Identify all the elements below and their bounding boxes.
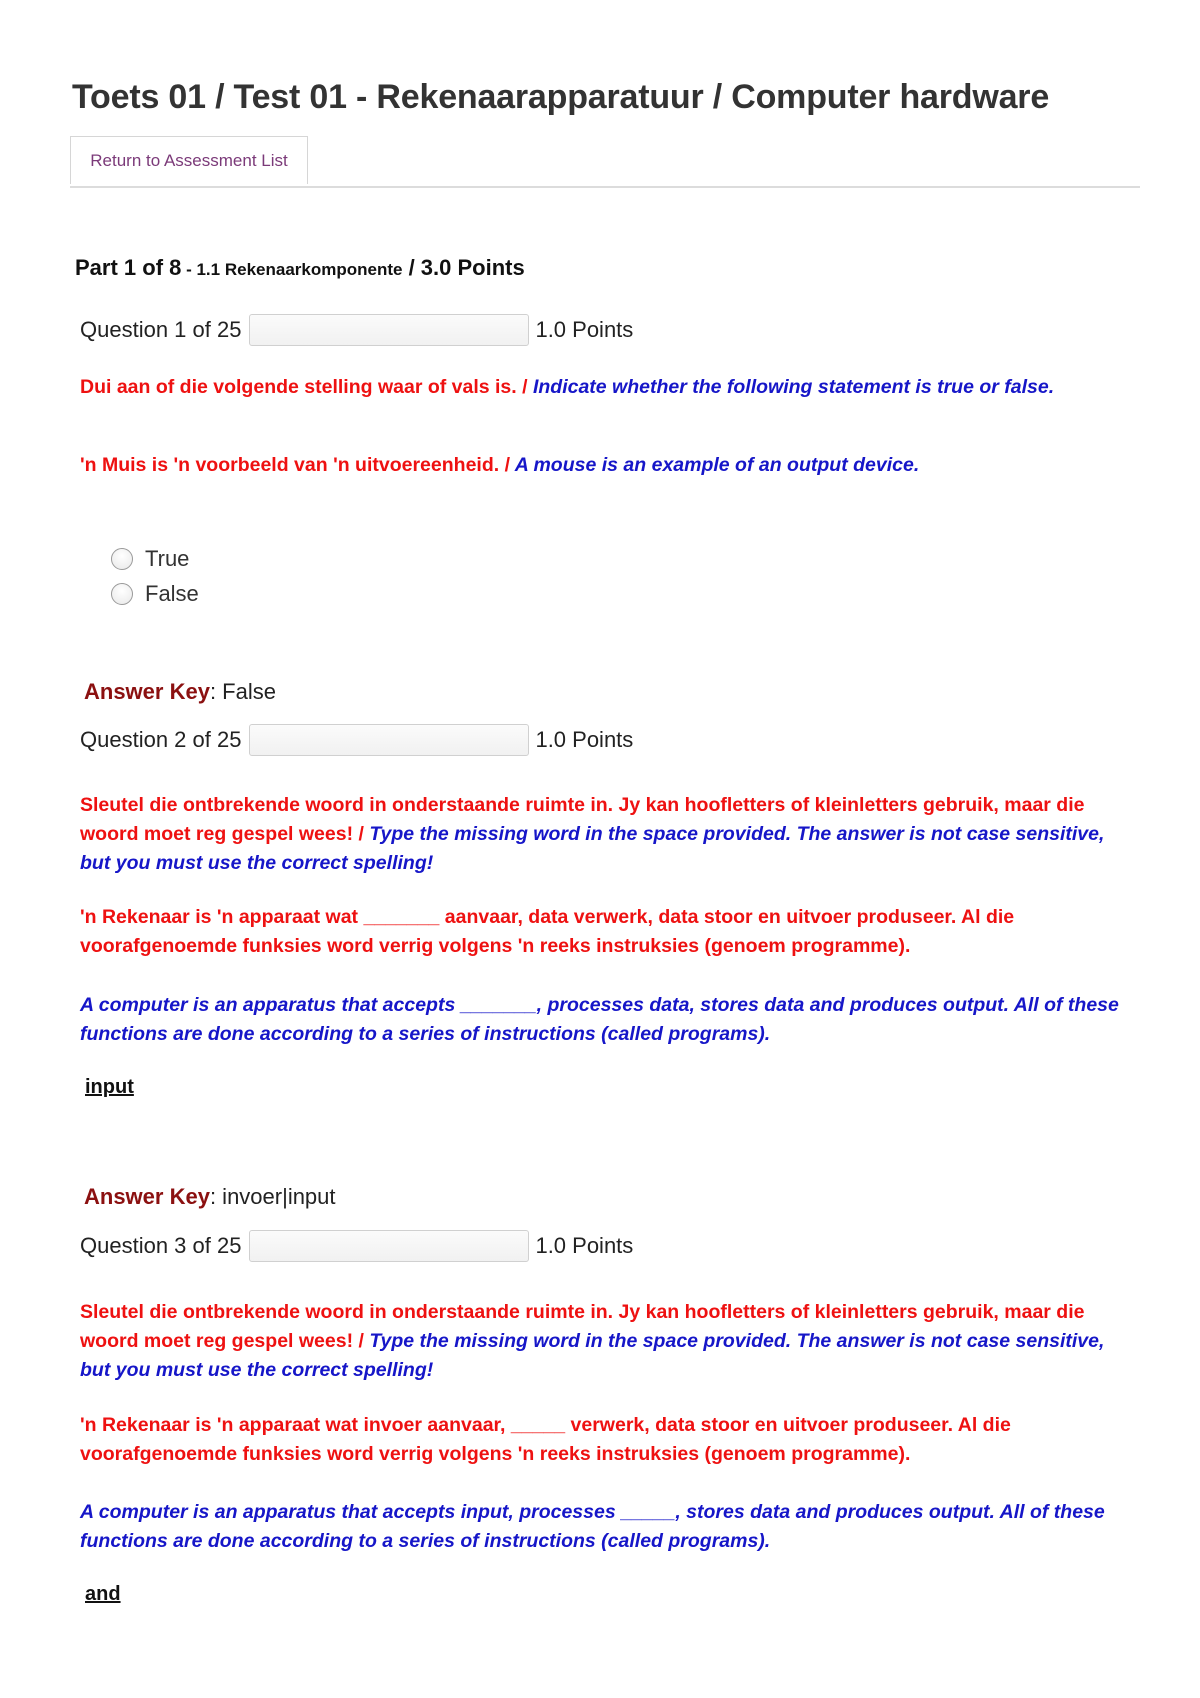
question-1-instruction-en: Indicate whether the following statement is true or false. [527, 376, 1055, 398]
answer-key-value: : False [209, 679, 276, 704]
question-1-answer-key [84, 679, 276, 705]
part-heading [75, 255, 525, 281]
answer-key-label: Answer Key [84, 679, 210, 704]
question-2-instruction-en: Type the missing word in the space provided. The answer is not case sensitive, but you must use the correct spelling! [80, 823, 1105, 874]
question-2-response: input [85, 1076, 134, 1098]
radio-false[interactable] [111, 583, 133, 605]
question-1-instruction-af: Dui aan of die volgende stelling waar of vals is. / [80, 376, 528, 398]
question-3-label: Question 3 of 25 [80, 1233, 242, 1258]
question-1-statement-en: A mouse is an example of an output device. [510, 454, 920, 476]
tab-bar [70, 136, 1140, 188]
answer-key-value: : invoer|input [209, 1184, 336, 1209]
return-to-assessment-list-tab[interactable]: Return to Assessment List [70, 136, 308, 184]
question-2-statement-af: 'n Rekenaar is 'n apparaat wat _______ aanvaar, data verwerk, data stoor en uitvoer produseer. Al die voorafgenoemde funksies word verrig volgens 'n reeks instruksies (genoem programme). [80, 906, 1015, 957]
part-points: / 3.0 Points [402, 255, 525, 280]
question-2-points: 1.0 Points [535, 727, 634, 752]
part-section: - 1.1 Rekenaarkomponente [181, 260, 403, 279]
question-3-statement-en: A computer is an apparatus that accepts input, processes _____, stores data and produces output. All of these functions are done according to a series of instructions (called programs). [80, 1501, 1105, 1552]
question-2-instruction-af: Sleutel die ontbrekende woord in onderstaande ruimte in. Jy kan hoofletters of kleinletters gebruik, maar die woord moet reg gespel wees! / [80, 794, 1085, 845]
option-true[interactable] [111, 546, 189, 572]
question-2-instruction [80, 791, 1130, 878]
question-2-score-box [249, 724, 529, 756]
question-3-instruction [80, 1298, 1130, 1385]
question-1-points: 1.0 Points [535, 317, 634, 342]
question-2-header [80, 724, 633, 756]
answer-key-label: Answer Key [84, 1184, 210, 1209]
question-1-score-box [249, 314, 529, 346]
question-1-instruction [80, 373, 1130, 402]
page-title: Toets 01 / Test 01 - Rekenaarapparatuur / Computer hardware [72, 78, 1050, 116]
option-false-label: False [145, 581, 199, 606]
question-1-statement [80, 451, 1130, 480]
question-1-statement-af: 'n Muis is 'n voorbeeld van 'n uitvoereenheid. / [80, 454, 510, 476]
option-false[interactable] [111, 581, 199, 607]
option-true-label: True [145, 546, 190, 571]
radio-true[interactable] [111, 548, 133, 570]
question-2-statement-en: A computer is an apparatus that accepts _______, processes data, stores data and produces output. All of these functions are done according to a series of instructions (called programs). [80, 994, 1119, 1045]
question-3-statement-af: 'n Rekenaar is 'n apparaat wat invoer aanvaar, _____ verwerk, data stoor en uitvoer produseer. Al die voorafgenoemde funksies word verrig volgens 'n reeks instruksies (genoem programme). [80, 1414, 1011, 1465]
question-3-score-box [249, 1230, 529, 1262]
question-2-label: Question 2 of 25 [80, 727, 242, 752]
question-3-response: and [85, 1583, 121, 1605]
question-2-answer-key [84, 1184, 336, 1210]
part-label: Part 1 of 8 [75, 255, 182, 280]
question-1-header [80, 314, 633, 346]
question-3-instruction-en: Type the missing word in the space provided. The answer is not case sensitive, but you must use the correct spelling! [80, 1330, 1105, 1381]
question-3-points: 1.0 Points [535, 1233, 634, 1258]
question-3-instruction-af: Sleutel die ontbrekende woord in onderstaande ruimte in. Jy kan hoofletters of kleinletters gebruik, maar die woord moet reg gespel wees! / [80, 1301, 1085, 1352]
question-3-header [80, 1230, 633, 1262]
question-1-label: Question 1 of 25 [80, 317, 242, 342]
